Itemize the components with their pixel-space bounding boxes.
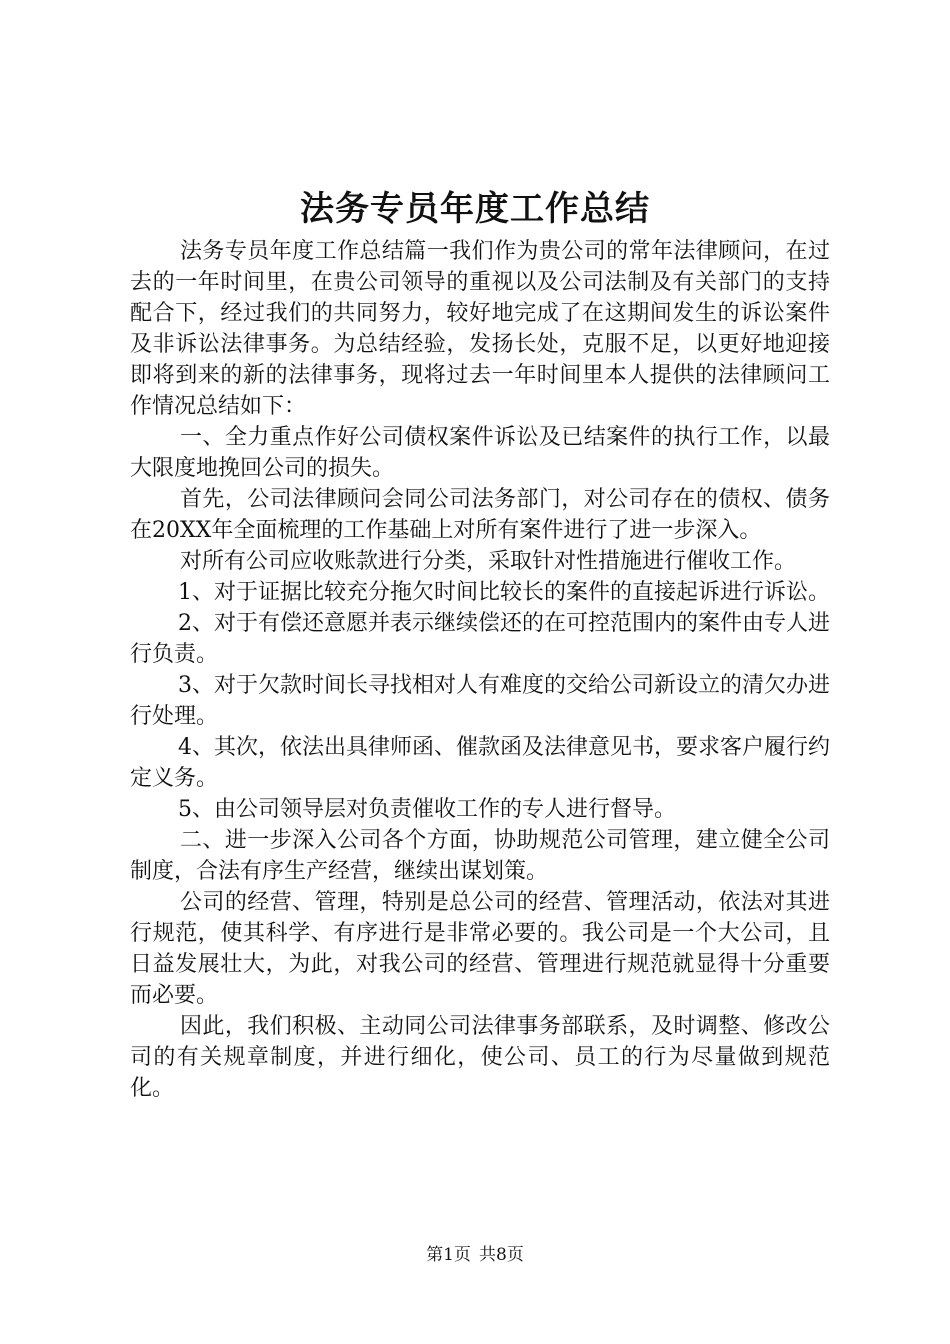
list-item-4: 4、其次，依法出具律师函、催款函及法律意见书，要求客户履行约定义务。 xyxy=(130,735,830,791)
paragraph-first: 首先，公司法律顾问会同公司法务部门，对公司存在的债权、债务在20XX年全面梳理的工作基础上对所有案件进行了进一步深入。 xyxy=(130,487,830,543)
list-item-5: 5、由公司领导层对负责催收工作的专人进行督导。 xyxy=(178,797,676,822)
paragraph-receivables: 对所有公司应收账款进行分类，采取针对性措施进行催收工作。 xyxy=(180,549,797,574)
list-item-2: 2、对于有偿还意愿并表示继续偿还的在可控范围内的案件由专人进行负责。 xyxy=(130,611,830,667)
page-total: 共8页 xyxy=(479,1245,524,1265)
list-item-1: 1、对于证据比较充分拖欠时间比较长的案件的直接起诉进行诉讼。 xyxy=(178,580,830,605)
paragraph-therefore: 因此，我们积极、主动同公司法律事务部联系，及时调整、修改公司的有关规章制度，并进行细化，使公司、员工的行为尽量做到规范化。 xyxy=(130,1014,830,1101)
paragraph-section-two-heading: 二、进一步深入公司各个方面，协助规范公司管理，建立健全公司制度，合法有序生产经营，继续出谋划策。 xyxy=(130,828,830,884)
document-title: 法务专员年度工作总结 xyxy=(300,189,650,229)
paragraph-intro: 法务专员年度工作总结篇一我们作为贵公司的常年法律顾问，在过去的一年时间里，在贵公司领导的重视以及公司法制及有关部门的支持配合下，经过我们的共同努力，较好地完成了在这期间发生的诉讼案件及非诉讼法律事务。为总结经验，发扬长处，克服不足，以更好地迎接即将到来的新的法律事务，现将过去一年时间里本人提供的法律顾问工作情况总结如下： xyxy=(130,239,830,419)
paragraph-management: 公司的经营、管理，特别是总公司的经营、管理活动，依法对其进行规范，使其科学、有序进行是非常必要的。我公司是一个大公司，且日益发展壮大，为此，对我公司的经营、管理进行规范就显得十分重要而必要。 xyxy=(130,890,830,1008)
page-footer xyxy=(0,1243,950,1267)
paragraph-section-one-heading: 一、全力重点作好公司债权案件诉讼及已结案件的执行工作，以最大限度地挽回公司的损失。 xyxy=(130,425,830,481)
document-body xyxy=(130,236,830,1104)
list-item-3: 3、对于欠款时间长寻找相对人有难度的交给公司新设立的清欠办进行处理。 xyxy=(130,673,830,729)
page-number: 第1页 xyxy=(426,1245,471,1265)
